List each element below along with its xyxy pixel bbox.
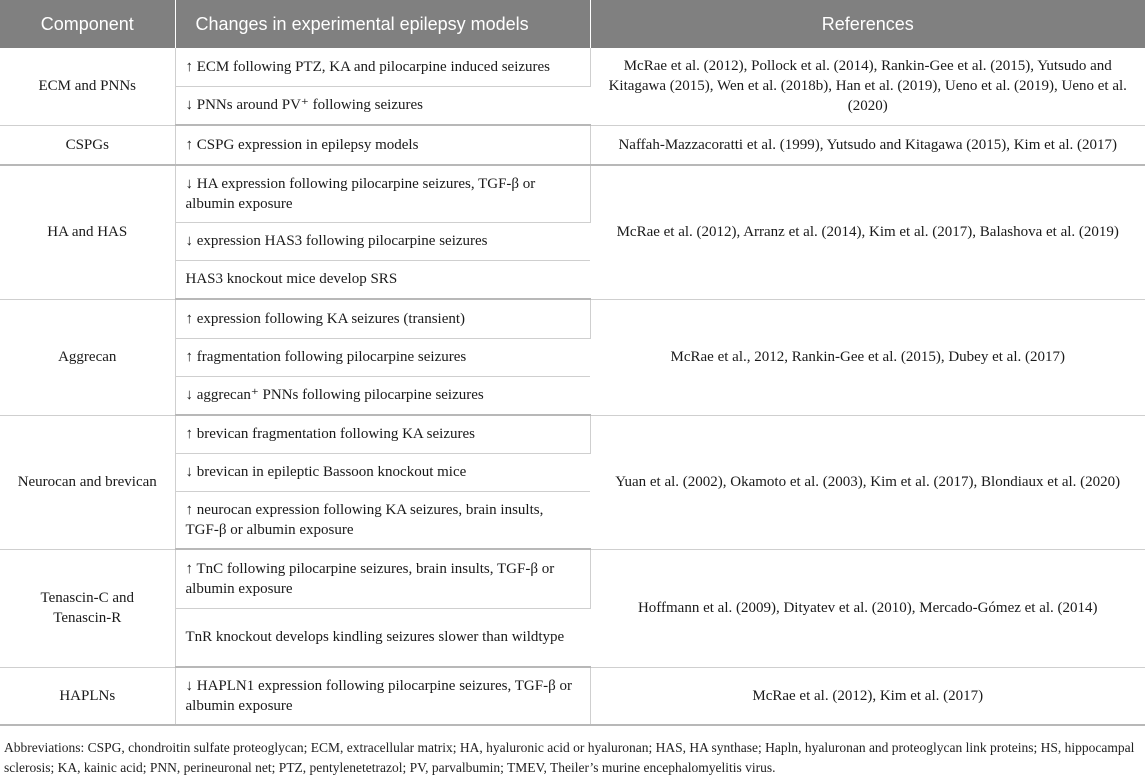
- change-cell: ↑ brevican fragmentation following KA seizures: [175, 415, 590, 453]
- component-cell: Neurocan and brevican: [0, 415, 175, 549]
- table-row: [0, 415, 1145, 453]
- table-row: [0, 667, 1145, 725]
- header-component: Component: [0, 0, 175, 48]
- table-row: [0, 125, 1145, 165]
- references-cell: McRae et al. (2012), Kim et al. (2017): [590, 667, 1145, 725]
- component-cell: CSPGs: [0, 125, 175, 165]
- component-cell: Tenascin-C and Tenascin-R: [0, 549, 175, 667]
- table-row: [0, 165, 1145, 222]
- change-cell: ↓ brevican in epileptic Bassoon knockout mice: [175, 453, 590, 491]
- table-header-row: [0, 0, 1145, 48]
- table-row: [0, 549, 1145, 608]
- change-cell: ↓ aggrecan⁺ PNNs following pilocarpine seizures: [175, 376, 590, 415]
- header-changes: Changes in experimental epilepsy models: [175, 0, 590, 48]
- change-cell: ↑ expression following KA seizures (transient): [175, 299, 590, 338]
- references-cell: Yuan et al. (2002), Okamoto et al. (2003), Kim et al. (2017), Blondiaux et al. (2020): [590, 415, 1145, 549]
- component-cell: HA and HAS: [0, 165, 175, 299]
- references-cell: McRae et al. (2012), Arranz et al. (2014), Kim et al. (2017), Balashova et al. (2019): [590, 165, 1145, 299]
- change-cell: TnR knockout develops kindling seizures slower than wildtype: [175, 608, 590, 667]
- change-cell: ↓ HA expression following pilocarpine seizures, TGF-β or albumin exposure: [175, 165, 590, 222]
- component-cell: Aggrecan: [0, 299, 175, 415]
- references-cell: Hoffmann et al. (2009), Dityatev et al. (2010), Mercado-Gómez et al. (2014): [590, 549, 1145, 667]
- change-cell: ↑ fragmentation following pilocarpine seizures: [175, 338, 590, 376]
- references-cell: Naffah-Mazzacoratti et al. (1999), Yutsudo and Kitagawa (2015), Kim et al. (2017): [590, 125, 1145, 165]
- change-cell: ↓ expression HAS3 following pilocarpine seizures: [175, 222, 590, 260]
- change-cell: ↓ HAPLN1 expression following pilocarpine seizures, TGF-β or albumin exposure: [175, 667, 590, 725]
- header-references: References: [590, 0, 1145, 48]
- references-cell: McRae et al., 2012, Rankin-Gee et al. (2015), Dubey et al. (2017): [590, 299, 1145, 415]
- table-row: [0, 299, 1145, 338]
- change-cell: HAS3 knockout mice develop SRS: [175, 260, 590, 299]
- component-cell: ECM and PNNs: [0, 48, 175, 125]
- change-cell: ↓ PNNs around PV⁺ following seizures: [175, 86, 590, 125]
- references-cell: McRae et al. (2012), Pollock et al. (2014), Rankin-Gee et al. (2015), Yutsudo and Kitagawa (2015), Wen et al. (2018b), Han et al. (2019), Ueno et al. (2019), Ueno et al. (2020): [590, 48, 1145, 125]
- change-cell: ↑ neurocan expression following KA seizures, brain insults, TGF-β or albumin exposure: [175, 491, 590, 549]
- component-cell: HAPLNs: [0, 667, 175, 725]
- change-cell: ↑ CSPG expression in epilepsy models: [175, 125, 590, 165]
- table-body: [0, 48, 1145, 725]
- change-cell: ↑ TnC following pilocarpine seizures, brain insults, TGF-β or albumin exposure: [175, 549, 590, 608]
- change-cell: ↑ ECM following PTZ, KA and pilocarpine induced seizures: [175, 48, 590, 86]
- table-row: [0, 48, 1145, 86]
- abbreviations-footnote: Abbreviations: CSPG, chondroitin sulfate proteoglycan; ECM, extracellular matrix; HA, hyaluronic acid or hyaluronan; HAS, HA synthase; Hapln, hyaluronan and proteoglycan link proteins; HS, hippocampal sclerosis; KA, kainic acid; PNN, perineuronal net; PTZ, pentylenetetrazol; PV, parvalbumin; TMEV, Theiler’s murine encephalomyelitis virus.: [4, 740, 1135, 775]
